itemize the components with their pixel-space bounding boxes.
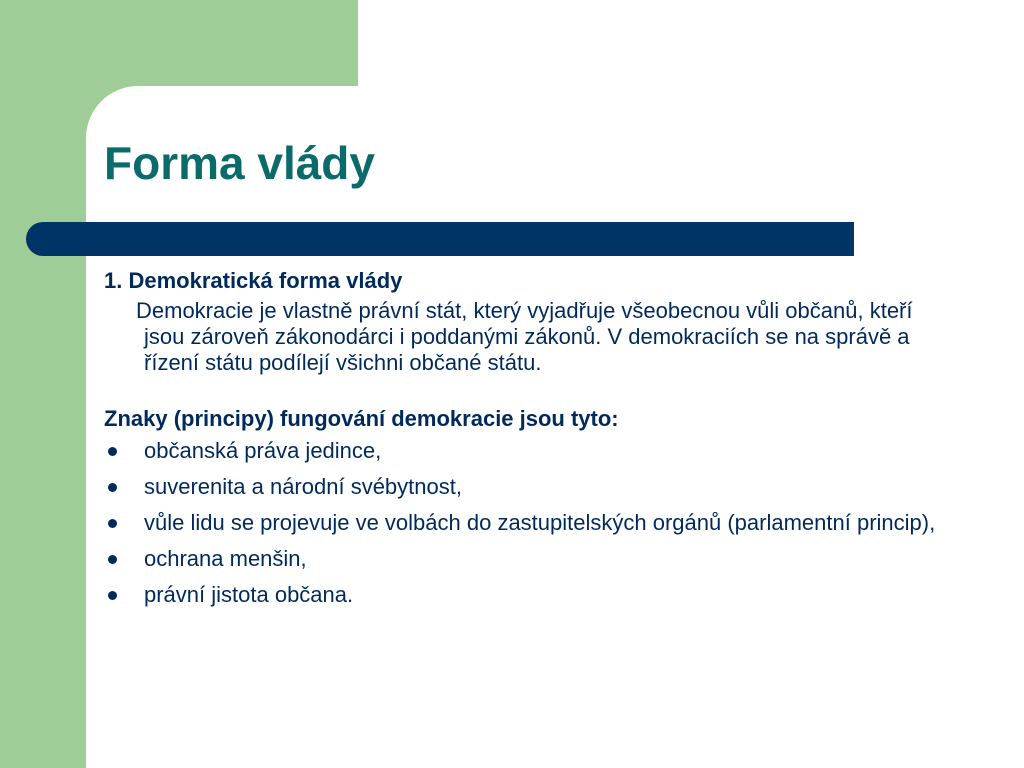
list-item (104, 510, 944, 536)
list-item-text: občanská práva jedince, (144, 438, 382, 463)
democracy-definition: Demokracie je vlastně právní stát, který vyjadřuje všeobecnou vůli občanů, kteří jsou zároveň zákonodárci i poddanými zákonů. V demokraciích se na správě a řízení státu podílejí všichni občané státu. (136, 298, 913, 375)
principles-list (104, 438, 944, 608)
bullet-icon (108, 483, 117, 492)
list-item (104, 546, 944, 572)
list-item (104, 438, 944, 464)
slide-title: Forma vlády (104, 137, 375, 189)
list-item (104, 582, 944, 608)
section-heading: 1. Demokratická forma vlády (104, 268, 403, 293)
list-item-text: suverenita a národní svébytnost, (144, 474, 462, 499)
bullet-icon (108, 519, 117, 528)
principles-heading: Znaky (principy) fungování demokracie jsou tyto: (104, 406, 619, 431)
slide-body (104, 268, 944, 618)
list-item-text: ochrana menšin, (144, 546, 307, 571)
bullet-icon (108, 447, 117, 456)
bullet-icon (108, 591, 117, 600)
list-item-text: právní jistota občana. (144, 582, 354, 607)
bullet-icon (108, 555, 117, 564)
list-item (104, 474, 944, 500)
list-item-text: vůle lidu se projevuje ve volbách do zastupitelských orgánů (parlamentní princip), (144, 510, 936, 535)
title-underline-bar (26, 222, 854, 256)
